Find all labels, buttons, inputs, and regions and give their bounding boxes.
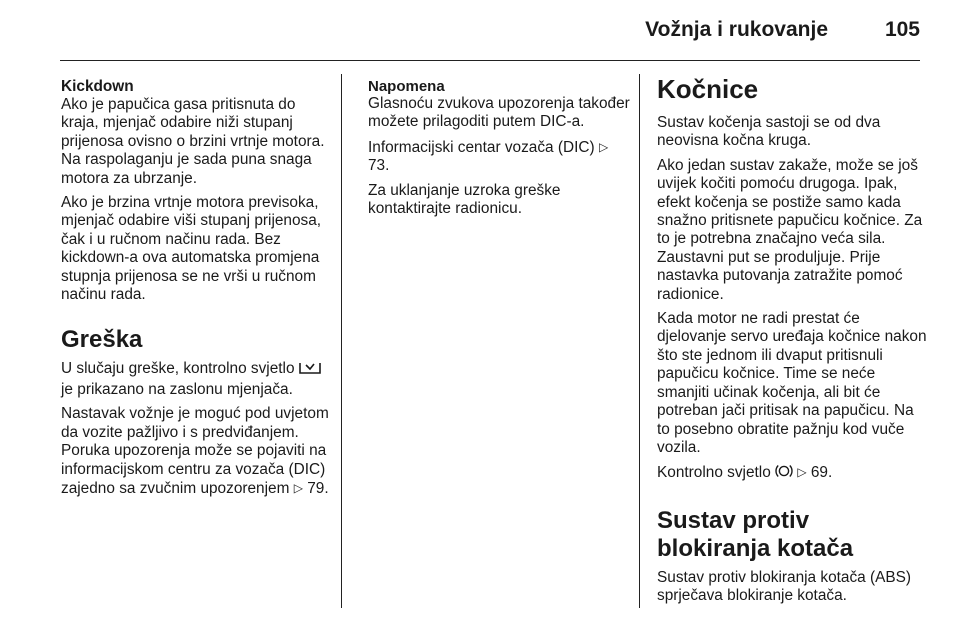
- greska-p1-text-before: U slučaju greške, kontrolno svjetlo: [61, 360, 295, 378]
- transmission-warning-icon: [299, 361, 321, 380]
- column-divider-1: [341, 74, 342, 608]
- greska-heading: Greška: [61, 326, 143, 354]
- kocnice-paragraph-2: Ako jedan sustav zakaže, može se još uvijek kočiti pomoću drugoga. Ipak, efekt kočenja se postiže samo kada snažno pritisnete papučicu kočnice. Za to je potrebna značajno veća sila. Zaustavni put se produljuje. Prije nastavka putovanja zatražite pomoć radionice.: [657, 156, 923, 303]
- column-divider-2: [639, 74, 640, 608]
- column-3: [657, 74, 929, 612]
- note-paragraph-1: Glasnoću zvukova upozorenja također možete prilagoditi putem DIC-a.: [368, 95, 630, 131]
- reference-arrow-icon: ▷: [797, 465, 807, 480]
- kocnice-p4-ref: 69.: [810, 464, 833, 482]
- kickdown-paragraph-1: Ako je papučica gasa pritisnuta do kraja, mjenjač odabire niži stupanj prijenosa ovisno o brzini vrtnje motora. Na raspolaganju je sada puna snaga motora za ubrzanje.: [61, 96, 325, 187]
- kocnice-paragraph-3: Kada motor ne radi prestat će djelovanje servo uređaja kočnice nakon što ste jednom ili dvaput pritisnuli papučicu kočnice. Time se neće smanjiti učinak kočenja, ali bit će potreban jači pritisak na papučicu. Na to posebno obratite pažnju kod vuče vozila.: [657, 310, 927, 456]
- kocnice-paragraph-1: Sustav kočenja sastoji se od dva neovisna kočna kruga.: [657, 114, 881, 150]
- abs-paragraph-1: Sustav protiv blokiranja kotača (ABS) sprječava blokiranje kotača.: [657, 568, 912, 605]
- kocnice-paragraph-4: [657, 463, 929, 484]
- greska-paragraph-2: [61, 405, 333, 498]
- note-title: Napomena: [368, 78, 445, 95]
- header-rule: [60, 60, 920, 61]
- kickdown-heading: Kickdown: [61, 78, 134, 95]
- column-1: [61, 74, 333, 504]
- greska-p1-text-after: je prikazano na zaslonu mjenjača.: [61, 380, 293, 398]
- brake-warning-icon: [775, 463, 793, 484]
- kocnice-heading: Kočnice: [657, 74, 759, 104]
- page-header: [0, 0, 960, 60]
- note-p2-text: Informacijski centar vozača (DIC): [368, 138, 595, 156]
- greska-paragraph-1: [61, 360, 333, 399]
- note-p2-ref: 73.: [368, 157, 390, 175]
- column-2: [368, 74, 630, 224]
- kocnice-p4-text: Kontrolno svjetlo: [657, 464, 771, 482]
- page-number: 105: [884, 18, 920, 41]
- reference-arrow-icon: ▷: [293, 480, 303, 495]
- abs-heading: Sustav protiv blokiranja kotača: [657, 506, 854, 562]
- reference-arrow-icon: ▷: [598, 139, 609, 154]
- repair-paragraph: Za uklanjanje uzroka greške kontaktirajte radionicu.: [368, 181, 561, 218]
- greska-p2-text: Nastavak vožnje je moguć pod uvjetom da vozite pažljivo i s predviđanjem. Poruka upozorenja može se pojaviti na informacijskom centru za vozača (DIC) zajedno sa zvučnim upozorenjem: [61, 405, 329, 497]
- greska-p2-ref: 79.: [307, 479, 329, 497]
- note-paragraph-2: [368, 138, 630, 176]
- header-title: Vožnja i rukovanje: [645, 18, 828, 41]
- kickdown-paragraph-2: Ako je brzina vrtnje motora previsoka, mjenjač odabire viši stupanj prijenosa, čak i u ručnom načinu rada. Bez kickdown-a ova automatska promjena stupnja prijenosa se ne vrši u ručnom načinu rada.: [61, 194, 322, 304]
